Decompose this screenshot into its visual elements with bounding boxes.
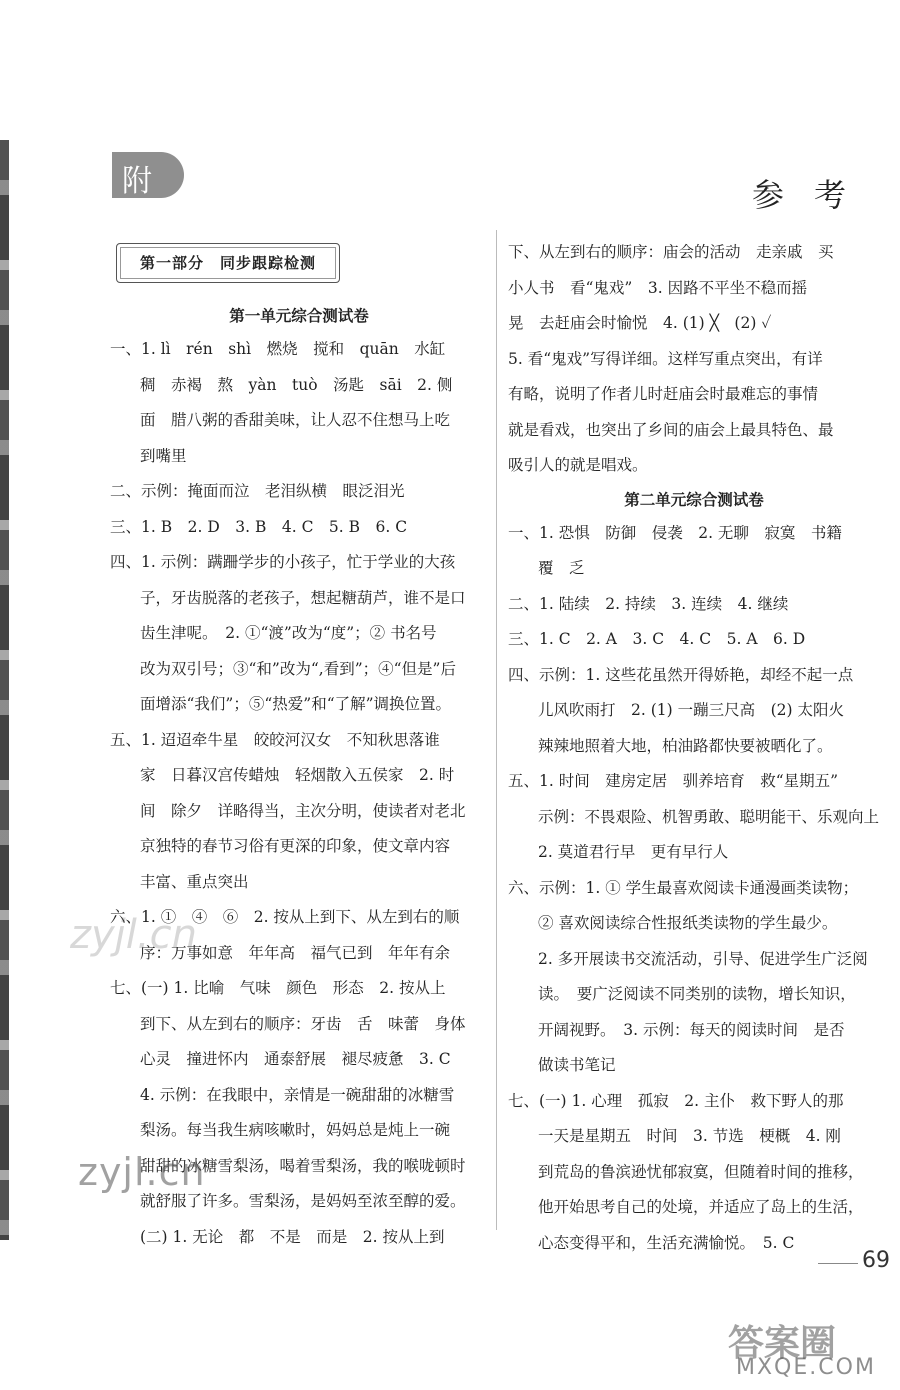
text-line: 七、(一) 1. 心理 孤寂 2. 主仆 救下野人的那 <box>508 1091 844 1110</box>
section-title-unit1: 第一单元综合测试卷 <box>229 307 369 325</box>
text-line: 一天是星期五 时间 3. 节选 梗概 4. 刚 <box>538 1127 841 1145</box>
text-line: 家 日暮汉宫传蜡烛 轻烟散入五侯家 2. 时 <box>140 766 455 784</box>
text-line: 三、1. B 2. D 3. B 4. C 5. B 6. C <box>110 517 408 536</box>
text-line: 六、1. ① ④ ⑥ 2. 按从上到下、从左到右的顺 <box>110 908 460 926</box>
text-line: 到嘴里 <box>140 446 187 465</box>
text-line: 示例：不畏艰险、机智勇敢、聪明能干、乐观向上 <box>538 807 880 826</box>
text-line: 稠 赤褐 熬 yàn tuò 汤匙 sāi 2. 侧 <box>140 375 453 394</box>
text-line: 小人书 看“鬼戏” 3. 因路不平坐不稳而摇 <box>508 278 808 297</box>
text-line: 做读书笔记 <box>538 1056 616 1074</box>
text-line: 五、1. 迢迢牵牛星 皎皎河汉女 不知秋思落谁 <box>110 730 440 749</box>
text-line: 五、1. 时间 建房定居 驯养培育 救“星期五” <box>508 772 839 790</box>
text-line: 晃 去赶庙会时愉悦 4. (1) ╳ (2) ✓ <box>508 314 772 332</box>
text-line: 心灵 撞进怀内 通泰舒展 褪尽疲惫 3. C <box>140 1050 451 1068</box>
text-line: 二、1. 陆续 2. 持续 3. 连续 4. 继续 <box>508 594 789 613</box>
text-line: 齿生津呢。 2. ①“渡”改为“度”；② 书名号 <box>140 624 437 642</box>
page-number: 69 <box>862 1248 890 1273</box>
text-line: 四、示例：1. 这些花虽然开得娇艳，却经不起一点 <box>508 665 854 684</box>
text-line: 下、从左到右的顺序：庙会的活动 走亲戚 买 <box>508 243 834 261</box>
page-number-rule <box>818 1263 858 1264</box>
text-line: 七、(一) 1. 比喻 气味 颜色 形态 2. 按从上 <box>110 979 446 997</box>
column-divider <box>496 230 497 1230</box>
part-banner <box>116 243 340 283</box>
text-line: 四、1. 示例：蹒跚学步的小孩子，忙于学业的大孩 <box>110 553 456 571</box>
text-line: (二) 1. 无论 都 不是 而是 2. 按从上到 <box>140 1227 445 1246</box>
watermark-right: 答案圈 <box>728 1323 837 1364</box>
text-line: 2. 莫道君行早 更有早行人 <box>538 843 729 861</box>
text-line: 覆 乏 <box>538 559 585 577</box>
text-line: 一、1. lì rén shì 燃烧 搅和 quān 水缸 <box>110 340 446 358</box>
watermark-mid: zyjl.cn <box>70 912 197 958</box>
text-line: 有略，说明了作者儿时赶庙会时最难忘的事情 <box>508 385 819 403</box>
text-line: 就舒服了许多。雪梨汤，是妈妈至浓至醇的爱。 <box>140 1192 466 1210</box>
text-line: 心态变得平和，生活充满愉悦。 5. C <box>538 1233 795 1252</box>
text-line: 2. 多开展读书交流活动，引导、促进学生广泛阅 <box>538 949 868 968</box>
text-line: 三、1. C 2. A 3. C 4. C 5. A 6. D <box>508 630 806 648</box>
binding-edge <box>0 140 9 1240</box>
text-line: 甜甜的冰糖雪梨汤，喝着雪梨汤，我的喉咙顿时 <box>140 1156 466 1175</box>
appendix-tab <box>112 152 184 198</box>
text-line: 面增添“我们”；⑤“热爱”和“了解”调换位置。 <box>140 695 452 713</box>
text-line: 吸引人的就是唱戏。 <box>508 456 648 474</box>
right-column <box>508 235 880 1261</box>
text-line: 二、示例：掩面而泣 老泪纵横 眼泛泪光 <box>110 482 405 500</box>
text-line: 京独特的春节习俗有更深的印象，使文章内容 <box>140 837 451 855</box>
text-line: 他开始思考自己的处境，并适应了岛上的生活， <box>538 1198 864 1216</box>
text-line: 就是看戏，也突出了乡间的庙会上最具特色、最 <box>508 420 834 439</box>
text-line: 读。 要广泛阅读不同类别的读物，增长知识， <box>538 985 856 1003</box>
text-line: 丰富、重点突出 <box>140 872 249 891</box>
left-column <box>110 300 488 1255</box>
watermark-left: zyjl.cn <box>78 1150 206 1194</box>
text-line: ② 喜欢阅读综合性报纸类读物的学生最少。 <box>538 914 838 932</box>
text-line: 开阔视野。 3. 示例：每天的阅读时间 是否 <box>538 1020 845 1039</box>
text-line: 5. 看“鬼戏”写得详细。这样写重点突出，有详 <box>508 349 823 368</box>
text-line: 到下、从左到右的顺序：牙齿 舌 味蕾 身体 <box>140 1014 466 1033</box>
text-line: 梨汤。每当我生病咳嗽时，妈妈总是炖上一碗 <box>140 1121 451 1139</box>
text-line: 六、示例：1. ① 学生最喜欢阅读卡通漫画类读物； <box>508 878 859 897</box>
text-line: 序：万事如意 年年高 福气已到 年年有余 <box>140 943 451 962</box>
watermark-right-sub: MXQE.COM <box>736 1355 876 1380</box>
text-line: 一、1. 恐惧 防御 侵袭 2. 无聊 寂寞 书籍 <box>508 523 842 542</box>
page-heading: 参考 <box>751 176 876 214</box>
text-line: 4. 示例：在我眼中，亲情是一碗甜甜的冰糖雪 <box>140 1085 455 1104</box>
text-line: 间 除夕 详略得当，主次分明，使读者对老北 <box>140 801 466 820</box>
text-line: 子，牙齿脱落的老孩子，想起糖葫芦，谁不是口 <box>140 588 466 607</box>
text-line: 辣辣地照着大地，柏油路都快要被晒化了。 <box>538 736 833 755</box>
text-line: 儿风吹雨打 2. (1) 一蹦三尺高 (2) 太阳火 <box>538 701 844 719</box>
section-title-unit2: 第二单元综合测试卷 <box>624 490 764 509</box>
part-title: 第一部分 同步跟踪检测 <box>139 254 316 272</box>
text-line: 到荒岛的鲁滨逊忧郁寂寞，但随着时间的推移， <box>538 1162 864 1181</box>
text-line: 改为双引号；③“和”改为“,看到”；④“但是”后 <box>140 659 456 678</box>
text-line: 面 腊八粥的香甜美味，让人忍不住想马上吃 <box>140 411 451 429</box>
appendix-tab-label: 附 <box>122 164 152 199</box>
